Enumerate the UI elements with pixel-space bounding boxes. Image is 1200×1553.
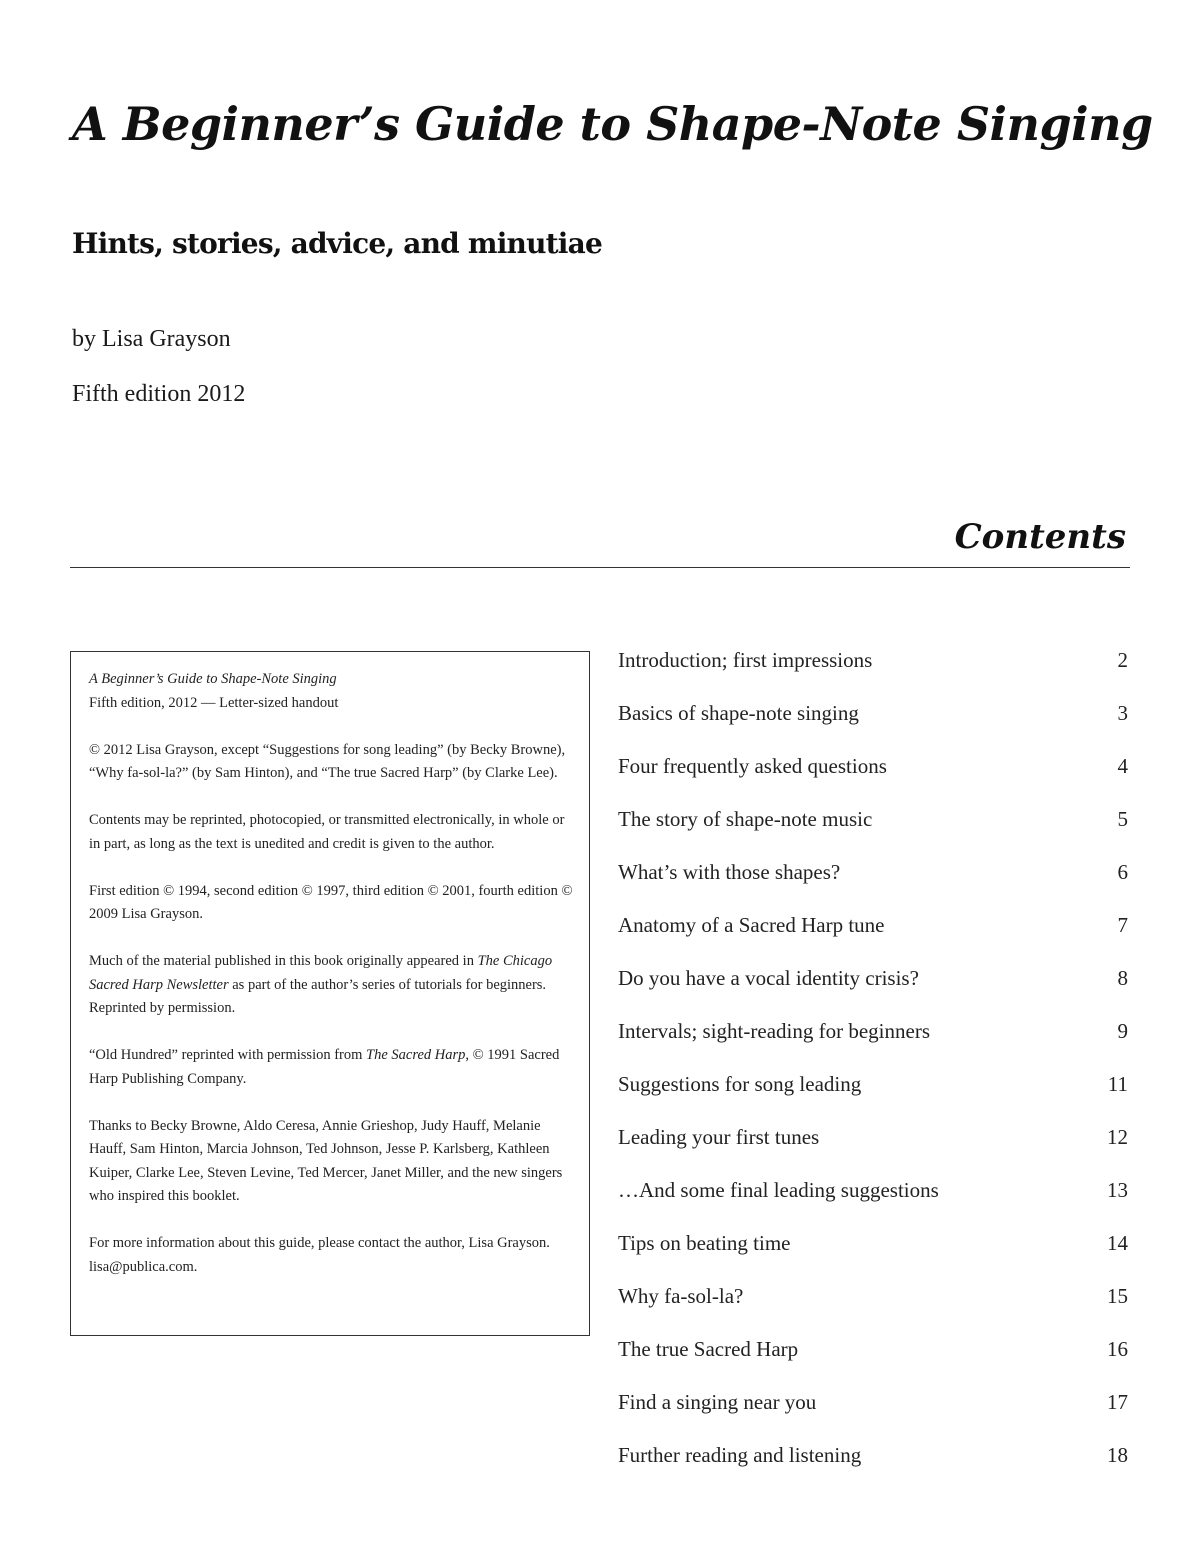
colophon-copyright: © 2012 Lisa Grayson, except “Suggestions for song leading” (by Becky Browne), “Why fa-sol-la?” (by Sam Hinton), and “The true Sacred Harp” (by Clarke Lee). [89, 741, 566, 781]
colophon-box [70, 651, 590, 1336]
toc-entry[interactable] [618, 952, 1128, 1005]
toc-entry[interactable] [618, 687, 1128, 740]
toc-entry[interactable] [618, 899, 1128, 952]
newsletter-title: The Chicago Sacred Harp Newsletter [89, 953, 553, 993]
colophon-edition-history: First edition © 1994, second edition © 1997, third edition © 2001, fourth edition © 2009 Lisa Grayson. [89, 882, 573, 922]
toc-entry-title: The true Sacred Harp [618, 1337, 799, 1361]
toc-entry[interactable] [618, 1164, 1128, 1217]
toc-entry[interactable] [618, 1217, 1128, 1270]
toc-entry-page: 9 [1117, 1019, 1128, 1043]
toc-entry-title: Tips on beating time [618, 1231, 791, 1255]
old-hundred-text-pre: “Old Hundred” reprinted with permission from [89, 1047, 363, 1063]
toc-entry-title: Basics of shape-note singing [618, 701, 859, 725]
edition-line: Fifth edition 2012 [72, 381, 246, 407]
colophon-edition-note: Fifth edition, 2012 — Letter-sized handout [89, 694, 339, 711]
toc-entry-page: 2 [1117, 648, 1128, 672]
toc-entry-page: 18 [1107, 1443, 1128, 1467]
old-hundred-text-post: , © 1991 Sacred Harp Publishing Company. [89, 1047, 560, 1087]
toc-entry-title: Four frequently asked questions [618, 754, 887, 778]
section-divider [70, 567, 1130, 568]
toc-entry-title: Leading your first tunes [618, 1125, 820, 1149]
colophon-contact: For more information about this guide, please contact the author, Lisa Grayson. lisa@publica.com. [89, 1235, 550, 1275]
toc-entry-page: 15 [1107, 1284, 1128, 1308]
document-title: A Beginner’s Guide to Shape-Note Singing [72, 97, 1153, 151]
material-source-text-pre: Much of the material published in this book originally appeared in [89, 953, 474, 969]
document-subtitle: Hints, stories, advice, and minutiae [72, 227, 602, 260]
toc-entry[interactable] [618, 1323, 1128, 1376]
toc-entry-title: Introduction; first impressions [618, 648, 873, 672]
toc-entry-title: Suggestions for song leading [618, 1072, 862, 1096]
toc-entry-title: What’s with those shapes? [618, 860, 841, 884]
toc-entry-title: Why fa-sol-la? [618, 1284, 744, 1308]
contents-heading: Contents [954, 517, 1126, 557]
toc-entry-page: 13 [1107, 1178, 1128, 1202]
toc-entry-page: 11 [1107, 1072, 1128, 1096]
toc-entry-page: 5 [1117, 807, 1128, 831]
author-line: by Lisa Grayson [72, 326, 231, 352]
colophon-book-title: A Beginner’s Guide to Shape-Note Singing [89, 671, 337, 687]
colophon-header [89, 668, 577, 715]
colophon-thanks: Thanks to Becky Browne, Aldo Ceresa, Annie Grieshop, Judy Hauff, Melanie Hauff, Sam Hinton, Marcia Johnson, Ted Johnson, Jesse P. Karlsberg, Kathleen Kuiper, Clarke Lee, Steven Levine, Ted Mercer, Janet Miller, and the new singers who inspired this booklet. [89, 1117, 563, 1204]
table-of-contents [618, 634, 1128, 1482]
toc-entry-title: Find a singing near you [618, 1390, 817, 1414]
toc-entry-page: 3 [1117, 701, 1128, 725]
toc-entry-title: The story of shape-note music [618, 807, 873, 831]
toc-entry-page: 16 [1107, 1337, 1128, 1361]
toc-entry-page: 8 [1117, 966, 1128, 990]
toc-entry[interactable] [618, 1429, 1128, 1482]
colophon-reprint-policy: Contents may be reprinted, photocopied, or transmitted electronically, in whole or in part, as long as the text is unedited and credit is given to the author. [89, 812, 565, 852]
toc-entry[interactable] [618, 1111, 1128, 1164]
toc-entry-page: 12 [1107, 1125, 1128, 1149]
toc-entry-title: Intervals; sight-reading for beginners [618, 1019, 930, 1043]
toc-entry-page: 4 [1117, 754, 1128, 778]
toc-entry-page: 14 [1107, 1231, 1128, 1255]
toc-entry[interactable] [618, 793, 1128, 846]
colophon-old-hundred [89, 1044, 577, 1091]
material-source-text-post: as part of the author’s series of tutorials for beginners. Reprinted by permission. [89, 976, 547, 1016]
colophon-material-source [89, 950, 577, 1021]
toc-entry[interactable] [618, 846, 1128, 899]
sacred-harp-title: The Sacred Harp [366, 1047, 466, 1063]
toc-entry-page: 6 [1117, 860, 1128, 884]
toc-entry[interactable] [618, 1376, 1128, 1429]
toc-entry-page: 7 [1117, 913, 1128, 937]
toc-entry-title: …And some final leading suggestions [618, 1178, 939, 1202]
toc-entry-title: Further reading and listening [618, 1443, 862, 1467]
toc-entry-title: Do you have a vocal identity crisis? [618, 966, 919, 990]
toc-entry[interactable] [618, 1058, 1128, 1111]
toc-entry[interactable] [618, 740, 1128, 793]
toc-entry[interactable] [618, 634, 1128, 687]
toc-entry-page: 17 [1107, 1390, 1128, 1414]
toc-entry[interactable] [618, 1270, 1128, 1323]
toc-entry-title: Anatomy of a Sacred Harp tune [618, 913, 885, 937]
toc-entry[interactable] [618, 1005, 1128, 1058]
